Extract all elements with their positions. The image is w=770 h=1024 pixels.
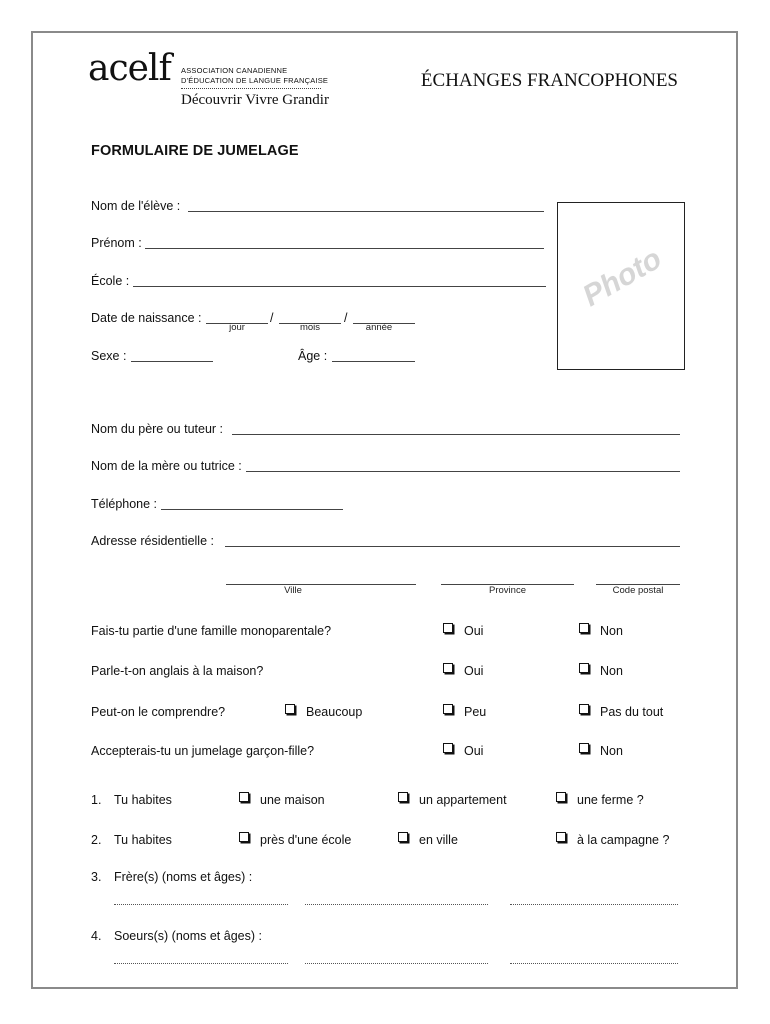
logo-tagline: Découvrir Vivre Grandir [181, 92, 329, 108]
logo-divider [181, 88, 321, 89]
question-comprendre: Peut-on le comprendre? [91, 705, 226, 719]
question-monoparentale: Fais-tu partie d'une famille monoparentale? [91, 624, 332, 638]
acelf-logo-word: acelf [88, 48, 171, 89]
soeurs-field-1[interactable] [114, 963, 288, 964]
nom-eleve-field[interactable] [188, 211, 544, 212]
checkbox-appartement[interactable] [398, 792, 408, 802]
age-label: Âge : [298, 349, 328, 363]
photo-box [557, 202, 685, 370]
option-label: Non [600, 624, 623, 638]
question-anglais: Parle-t-on anglais à la maison? [91, 664, 264, 678]
item-3-label: Frère(s) (noms et âges) : [114, 870, 253, 884]
checkbox-jumelage-non[interactable] [579, 743, 589, 753]
option-label: Non [600, 664, 623, 678]
checkbox-jumelage-oui[interactable] [443, 743, 453, 753]
adresse-label: Adresse résidentielle : [91, 534, 214, 548]
adresse-field[interactable] [225, 546, 680, 547]
checkbox-pres-ecole[interactable] [239, 832, 249, 842]
checkbox-monoparentale-non[interactable] [579, 623, 589, 633]
checkbox-monoparentale-oui[interactable] [443, 623, 453, 633]
item-number: 4. [91, 929, 102, 943]
option-label: Oui [464, 624, 484, 638]
form-title: FORMULAIRE DE JUMELAGE [91, 143, 299, 159]
freres-field-3[interactable] [510, 904, 678, 905]
option-label: à la campagne ? [577, 833, 670, 847]
option-label: une ferme ? [577, 793, 644, 807]
item-number: 1. [91, 793, 102, 807]
page-title: ÉCHANGES FRANCOPHONES [420, 70, 678, 91]
nom-mere-field[interactable] [246, 471, 680, 472]
option-label: Pas du tout [600, 705, 664, 719]
jour-caption: jour [229, 322, 245, 333]
checkbox-ferme[interactable] [556, 792, 566, 802]
annee-caption: année [365, 322, 393, 333]
freres-field-2[interactable] [305, 904, 488, 905]
item-1-label: Tu habites [114, 793, 172, 807]
prenom-field[interactable] [145, 248, 544, 249]
province-caption: Province [489, 585, 526, 596]
checkbox-anglais-oui[interactable] [443, 663, 453, 673]
code-postal-caption: Code postal [612, 585, 664, 596]
option-label: Oui [464, 744, 484, 758]
date-naissance-label: Date de naissance : [91, 311, 202, 325]
date-slash-2: / [344, 311, 348, 325]
option-label: Non [600, 744, 623, 758]
sexe-field[interactable] [131, 361, 213, 362]
option-label: Oui [464, 664, 484, 678]
checkbox-en-ville[interactable] [398, 832, 408, 842]
telephone-field[interactable] [161, 509, 343, 510]
age-field[interactable] [332, 361, 415, 362]
freres-field-1[interactable] [114, 904, 288, 905]
checkbox-maison[interactable] [239, 792, 249, 802]
item-4-label: Soeurs(s) (noms et âges) : [114, 929, 262, 943]
sexe-label: Sexe : [91, 349, 127, 363]
checkbox-peu[interactable] [443, 704, 453, 714]
nom-mere-label: Nom de la mère ou tutrice : [91, 459, 242, 473]
soeurs-field-2[interactable] [305, 963, 488, 964]
option-label: un appartement [419, 793, 507, 807]
option-label: en ville [419, 833, 458, 847]
question-jumelage: Accepterais-tu un jumelage garçon-fille? [91, 744, 315, 758]
checkbox-campagne[interactable] [556, 832, 566, 842]
item-number: 2. [91, 833, 102, 847]
option-label: une maison [260, 793, 325, 807]
telephone-label: Téléphone : [91, 497, 158, 511]
checkbox-pas-du-tout[interactable] [579, 704, 589, 714]
date-slash-1: / [270, 311, 274, 325]
ville-caption: Ville [284, 585, 302, 596]
nom-pere-field[interactable] [232, 434, 680, 435]
item-2-label: Tu habites [114, 833, 172, 847]
logo-line-1: ASSOCIATION CANADIENNE [181, 66, 288, 75]
nom-pere-label: Nom du père ou tuteur : [91, 422, 224, 436]
logo-line-2: D'ÉDUCATION DE LANGUE FRANÇAISE [181, 76, 329, 85]
ecole-label: École : [91, 274, 130, 288]
option-label: Peu [464, 705, 487, 719]
prenom-label: Prénom : [91, 236, 142, 250]
option-label: Beaucoup [306, 705, 363, 719]
ecole-field[interactable] [133, 286, 546, 287]
checkbox-anglais-non[interactable] [579, 663, 589, 673]
item-number: 3. [91, 870, 102, 884]
option-label: près d'une école [260, 833, 352, 847]
checkbox-beaucoup[interactable] [285, 704, 295, 714]
soeurs-field-3[interactable] [510, 963, 678, 964]
nom-eleve-label: Nom de l'élève : [91, 199, 181, 213]
mois-caption: mois [299, 322, 321, 333]
photo-watermark: Photo [577, 242, 668, 314]
